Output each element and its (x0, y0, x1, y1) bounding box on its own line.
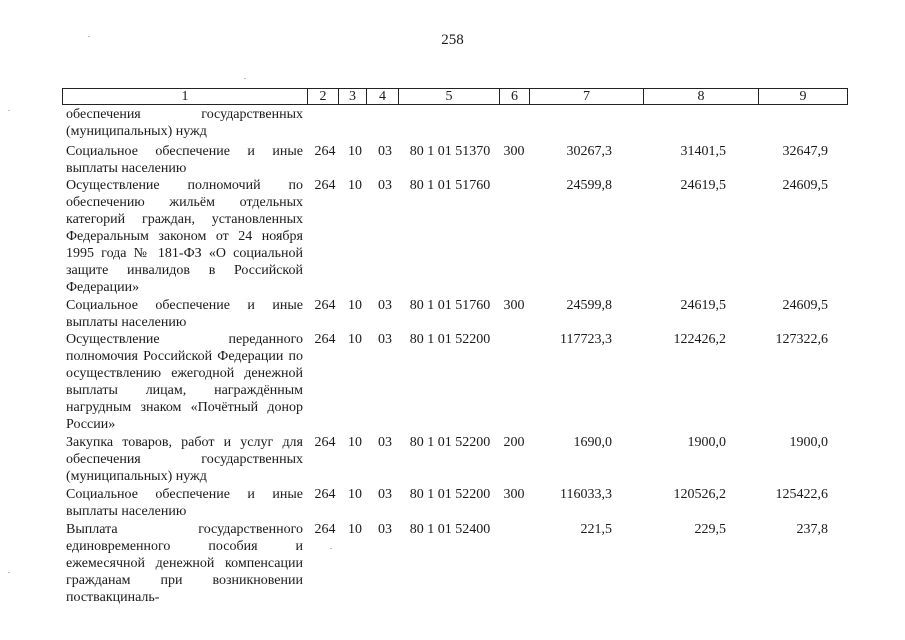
cell-col-2: 264 (314, 178, 336, 193)
cell-col-6: 300 (503, 144, 525, 159)
cell-col-9: 32647,9 (782, 144, 828, 159)
row-description: Осуществление полномочий по обеспечению жильём отдельных категорий граждан, установленных Федеральным законом от 24 ноября 1995 года № 181-ФЗ «О социальной защите инвалидов в Российской Федерации» (66, 178, 303, 295)
cell-col-7: 116033,3 (560, 487, 612, 502)
cell-col-9: 237,8 (796, 522, 828, 537)
cell-col-7: 24599,8 (566, 298, 612, 313)
cell-col-9: 1900,0 (789, 435, 828, 450)
cell-col-4: 03 (378, 178, 392, 193)
cell-col-4: 03 (378, 487, 392, 502)
cell-col-3: 10 (348, 178, 362, 193)
header-col-1: 1 (63, 89, 308, 104)
cell-col-7: 1690,0 (573, 435, 612, 450)
cell-col-2: 264 (314, 487, 336, 502)
page-number: 258 (441, 32, 464, 48)
cell-col-3: 10 (348, 332, 362, 347)
header-col-3: 3 (339, 89, 367, 104)
cell-col-5: 80 1 01 52200 (409, 332, 491, 347)
row-description: Выплата государственного единовременного пособия и ежемесячной денежной компенсации гражданам при возникновении поствакциналь- (66, 522, 303, 605)
header-col-5: 5 (399, 89, 500, 104)
row-description: Социальное обеспечение и иные выплаты населению (66, 144, 303, 176)
cell-col-5: 80 1 01 52400 (409, 522, 491, 537)
cell-col-3: 10 (348, 144, 362, 159)
cell-col-4: 03 (378, 144, 392, 159)
cell-col-4: 03 (378, 332, 392, 347)
header-col-6: 6 (500, 89, 530, 104)
cell-col-8: 122426,2 (673, 332, 726, 347)
scan-speck (244, 78, 246, 79)
cell-col-5: 80 1 01 52200 (409, 487, 491, 502)
cell-col-3: 10 (348, 435, 362, 450)
row-description: Закупка товаров, работ и услуг для обеспечения государственных (муниципальных) нужд (66, 435, 303, 484)
cell-col-4: 03 (378, 522, 392, 537)
cell-col-4: 03 (378, 435, 392, 450)
cell-col-2: 264 (314, 522, 336, 537)
scan-speck (8, 572, 10, 573)
cell-col-5: 80 1 01 51370 (409, 144, 491, 159)
cell-col-5: 80 1 01 52200 (409, 435, 491, 450)
cell-col-2: 264 (314, 298, 336, 313)
cell-col-9: 24609,5 (782, 178, 828, 193)
row-description: Осуществление переданного полномочия Российской Федерации по осуществлению ежегодной денежной выплаты лицам, награждённым нагрудным знаком «Почётный донор России» (66, 332, 303, 432)
cell-col-8: 120526,2 (673, 487, 726, 502)
scan-speck (88, 36, 90, 37)
cell-col-7: 30267,3 (566, 144, 612, 159)
cell-col-3: 10 (348, 522, 362, 537)
cell-col-3: 10 (348, 487, 362, 502)
cell-col-8: 1900,0 (687, 435, 726, 450)
cell-col-9: 24609,5 (782, 298, 828, 313)
cell-col-6: 300 (503, 487, 525, 502)
cell-col-4: 03 (378, 298, 392, 313)
cell-col-2: 264 (314, 332, 336, 347)
cell-col-9: 125422,6 (775, 487, 828, 502)
cell-col-8: 229,5 (694, 522, 726, 537)
scan-speck (330, 548, 332, 549)
row-description: Социальное обеспечение и иные выплаты населению (66, 487, 303, 519)
row-description: обеспечения государственных (муниципальных) нужд (66, 107, 303, 139)
cell-col-6: 300 (503, 298, 525, 313)
cell-col-6: 200 (503, 435, 525, 450)
header-col-2: 2 (308, 89, 339, 104)
header-col-9: 9 (799, 89, 807, 104)
header-col-8: 8 (644, 89, 759, 104)
cell-col-3: 10 (348, 298, 362, 313)
table-header (62, 88, 848, 105)
cell-col-7: 221,5 (580, 522, 612, 537)
cell-col-5: 80 1 01 51760 (409, 178, 491, 193)
cell-col-5: 80 1 01 51760 (409, 298, 491, 313)
header-col-7: 7 (530, 89, 644, 104)
cell-col-8: 24619,5 (680, 298, 726, 313)
cell-col-7: 117723,3 (560, 332, 612, 347)
cell-col-2: 264 (314, 435, 336, 450)
cell-col-8: 31401,5 (680, 144, 726, 159)
cell-col-7: 24599,8 (566, 178, 612, 193)
cell-col-9: 127322,6 (775, 332, 828, 347)
header-col-4: 4 (367, 89, 399, 104)
row-description: Социальное обеспечение и иные выплаты населению (66, 298, 303, 330)
cell-col-2: 264 (314, 144, 336, 159)
scan-speck (8, 110, 10, 111)
cell-col-8: 24619,5 (680, 178, 726, 193)
